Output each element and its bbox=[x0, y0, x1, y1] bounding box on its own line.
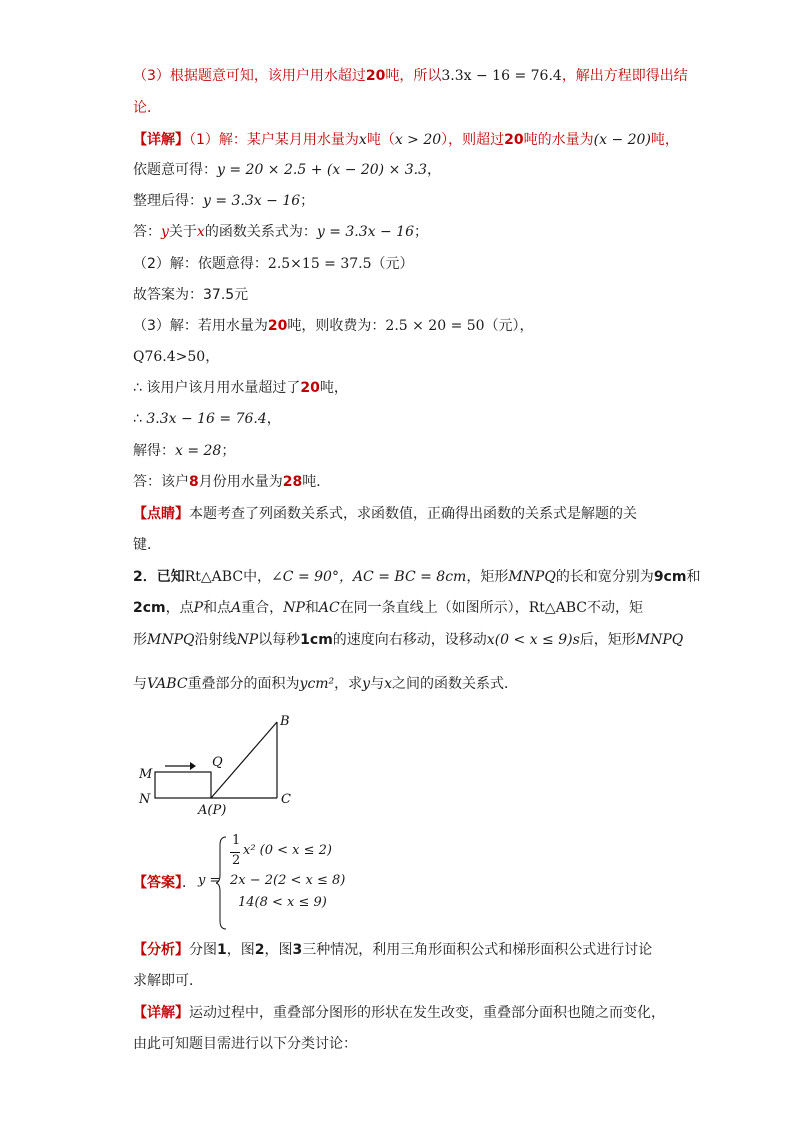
math-var: A bbox=[231, 600, 242, 616]
text-run: 以每秒 bbox=[258, 632, 301, 648]
text-run: ∴ bbox=[133, 411, 147, 427]
text-run: ； bbox=[221, 443, 236, 459]
text-line bbox=[133, 598, 643, 618]
text-run: 求解即可． bbox=[133, 973, 203, 989]
text-line bbox=[133, 191, 314, 211]
text-line bbox=[133, 441, 235, 461]
math-expression: y = 3.3x − 16 bbox=[316, 224, 414, 240]
highlight-number: 9cm bbox=[653, 569, 687, 585]
text-line bbox=[133, 160, 441, 180]
label-ap: A(P) bbox=[198, 803, 227, 818]
section-label: 【答案】 bbox=[133, 875, 182, 891]
text-line bbox=[133, 504, 637, 524]
text-run: 不动，矩 bbox=[587, 600, 643, 616]
math-expression: x > 20 bbox=[394, 132, 442, 148]
math-expression: Rt△ABC bbox=[184, 569, 244, 585]
text-run: 答： bbox=[133, 224, 161, 240]
text-run: 与 bbox=[133, 676, 147, 692]
math-expression: ∠C = 90°，AC = BC = 8cm bbox=[271, 569, 467, 585]
text-line bbox=[133, 222, 428, 242]
text-run: 和 bbox=[304, 600, 319, 616]
text-run: 和点 bbox=[203, 600, 232, 616]
math-expression: x(0 < x ≤ 9)s bbox=[486, 632, 580, 648]
math-var: MNPQ bbox=[508, 569, 556, 585]
math-var: y bbox=[161, 224, 169, 240]
text-run: 月份用水量为 bbox=[198, 474, 283, 490]
math-var: MNPQ bbox=[147, 632, 195, 648]
text-run: （3）根据题意可知，该用户用水超过 bbox=[133, 68, 366, 84]
text-run: 吨． bbox=[302, 474, 331, 490]
text-line bbox=[133, 347, 219, 367]
text-run: 吨，则收费为： bbox=[287, 318, 386, 334]
text-run: 的速度向右移动，设移动 bbox=[332, 632, 487, 648]
highlight-number: 2cm bbox=[133, 600, 166, 616]
text-run: 的函数关系式为： bbox=[204, 224, 317, 240]
text-run: 与 bbox=[370, 676, 385, 692]
answer-value: 37.5元 bbox=[203, 287, 249, 303]
math-expression: y = 3.3x − 16 bbox=[203, 193, 301, 209]
section-label: 【点睛】 bbox=[133, 506, 189, 522]
section-label: 【分析】 bbox=[133, 942, 189, 958]
text-run: 依题意可得： bbox=[133, 162, 217, 178]
highlight-number: 2 bbox=[254, 942, 265, 958]
label-b: B bbox=[280, 714, 290, 729]
math-expression: Rt△ABC bbox=[528, 600, 587, 616]
math-var: x bbox=[384, 676, 392, 692]
rectangle-mnpq bbox=[155, 772, 211, 798]
label-c: C bbox=[281, 792, 291, 807]
text-run: 运动过程中，重叠部分图形的形状在发生改变，重叠部分面积也随之而变化， bbox=[189, 1005, 665, 1021]
text-run: 三种情况，利用三角形面积公式和梯形面积公式进行讨论 bbox=[302, 942, 653, 958]
fraction-numerator: 1 bbox=[232, 833, 241, 848]
text-run: 和 bbox=[686, 569, 701, 585]
text-run: ； bbox=[300, 193, 315, 209]
text-run: ； bbox=[413, 224, 428, 240]
math-var: AC bbox=[318, 600, 340, 616]
text-run: （2）解：依题意得： bbox=[133, 256, 268, 272]
text-run: 解得： bbox=[133, 443, 175, 459]
math-var: MNPQ bbox=[635, 632, 684, 648]
text-run: ． bbox=[182, 875, 196, 891]
highlight-number: 1cm bbox=[300, 632, 333, 648]
text-run: 在同一条直线上（如图所示）， bbox=[339, 600, 529, 616]
math-var: x bbox=[196, 224, 205, 240]
section-label: 【详解】 bbox=[133, 1005, 189, 1021]
text-run: 形 bbox=[133, 632, 147, 648]
math-expression: 2.5×15 = 37.5 bbox=[267, 256, 372, 272]
text-line bbox=[133, 1003, 665, 1023]
math-expression: 3.3x − 16 = 76.4 bbox=[146, 411, 267, 427]
text-run: 吨， bbox=[650, 132, 679, 148]
text-run: ，点 bbox=[165, 600, 194, 616]
text-run: ，矩形 bbox=[466, 569, 509, 585]
text-run: 吨，所以 bbox=[385, 68, 442, 84]
text-line bbox=[133, 1034, 357, 1054]
text-line bbox=[133, 98, 161, 118]
text-run: 故答案为： bbox=[133, 287, 203, 303]
text-line bbox=[133, 971, 203, 991]
text-run: ， bbox=[266, 411, 281, 427]
text-run: 之间的函数关系式． bbox=[392, 676, 518, 692]
text-line bbox=[133, 254, 414, 274]
math-expression: ycm² bbox=[299, 676, 335, 692]
text-run: 后，矩形 bbox=[579, 632, 636, 648]
text-run: 吨（ bbox=[366, 132, 395, 148]
text-line bbox=[133, 940, 652, 960]
text-line bbox=[133, 472, 330, 492]
text-run: ， bbox=[427, 162, 442, 178]
text-run: （3）解：若用水量为 bbox=[133, 318, 268, 334]
text-run: 答：该户 bbox=[133, 474, 189, 490]
text-run: 本题考查了列函数关系式，求函数值，正确得出函数的关系式是解题的关 bbox=[189, 506, 637, 522]
highlight-number: 8 bbox=[189, 474, 199, 490]
text-run: ∴ 该用户该月用水量超过了 bbox=[133, 380, 301, 396]
text-run: 由此可知题目需进行以下分类讨论： bbox=[133, 1036, 357, 1052]
text-run: 关于 bbox=[168, 224, 197, 240]
math-var: P bbox=[193, 600, 204, 616]
highlight-number: 20 bbox=[267, 318, 288, 334]
label-m: M bbox=[139, 767, 153, 782]
text-run: ，解出方程即得出结 bbox=[561, 68, 688, 84]
highlight-number: 20 bbox=[300, 380, 320, 396]
geometry-figure bbox=[130, 710, 310, 820]
text-line bbox=[133, 674, 518, 694]
arrow-icon bbox=[190, 762, 196, 770]
text-line bbox=[133, 66, 688, 86]
math-var: x bbox=[358, 132, 367, 148]
brace-icon bbox=[216, 835, 228, 931]
text-line bbox=[133, 630, 683, 650]
text-run: （1）解：某户某月用水量为 bbox=[189, 132, 359, 148]
text-run: 吨， bbox=[319, 380, 348, 396]
highlight-number: 1 bbox=[217, 942, 227, 958]
label-q: Q bbox=[212, 755, 223, 770]
label-n: N bbox=[139, 792, 151, 807]
piecewise-case-3: 14(8 < x ≤ 9) bbox=[238, 895, 327, 910]
fraction-denominator: 2 bbox=[232, 853, 241, 868]
text-line bbox=[133, 535, 161, 555]
math-expression: (x − 20) bbox=[593, 132, 651, 148]
text-line bbox=[133, 316, 534, 336]
text-run: Q76.4>50， bbox=[133, 349, 220, 365]
text-run: 论． bbox=[133, 100, 161, 116]
text-line bbox=[133, 873, 196, 893]
section-label: 【详解】 bbox=[133, 132, 189, 148]
text-run: ，图 bbox=[264, 942, 293, 958]
text-line bbox=[133, 567, 700, 587]
highlight-number: 20 bbox=[365, 68, 386, 84]
math-expression: y = 20 × 2.5 + (x − 20) × 3.3 bbox=[217, 162, 428, 178]
math-var: VABC bbox=[147, 676, 188, 692]
text-run: 重合， bbox=[241, 600, 284, 616]
text-run: 分图 bbox=[189, 942, 217, 958]
math-expression: 3.3x − 16 = 76.4 bbox=[441, 68, 562, 84]
highlight-number: 3 bbox=[292, 942, 303, 958]
text-run: 重叠部分的面积为 bbox=[187, 676, 300, 692]
text-run: ，图 bbox=[226, 942, 255, 958]
piecewise-lhs: y = bbox=[198, 873, 221, 888]
highlight-number: 28 bbox=[282, 474, 303, 490]
text-run: ），则超过 bbox=[441, 132, 505, 148]
piecewise-case-1: x² (0 < x ≤ 2) bbox=[243, 843, 333, 858]
math-var: NP bbox=[236, 632, 259, 648]
text-run: 中， bbox=[243, 569, 272, 585]
math-expression: 2.5 × 20 = 50 bbox=[385, 318, 485, 334]
text-run: （元）， bbox=[484, 318, 534, 334]
text-run: 吨的水量为 bbox=[523, 132, 594, 148]
math-var: y bbox=[362, 676, 371, 692]
text-line bbox=[133, 130, 679, 150]
highlight-number: 20 bbox=[504, 132, 524, 148]
text-run: 的长和宽分别为 bbox=[555, 569, 654, 585]
text-line bbox=[133, 378, 348, 398]
text-run: 键． bbox=[133, 537, 161, 553]
text-run: ，求 bbox=[334, 676, 363, 692]
text-line bbox=[133, 285, 248, 305]
math-var: NP bbox=[283, 600, 305, 616]
text-line bbox=[133, 409, 281, 429]
text-run: 沿射线 bbox=[194, 632, 237, 648]
piecewise-case-2: 2x − 2(2 < x ≤ 8) bbox=[230, 873, 346, 888]
math-expression: x = 28 bbox=[175, 443, 222, 459]
text-run: 整理后得： bbox=[133, 193, 203, 209]
problem-number: 2．已知 bbox=[133, 569, 185, 585]
text-run: （元） bbox=[371, 256, 414, 272]
